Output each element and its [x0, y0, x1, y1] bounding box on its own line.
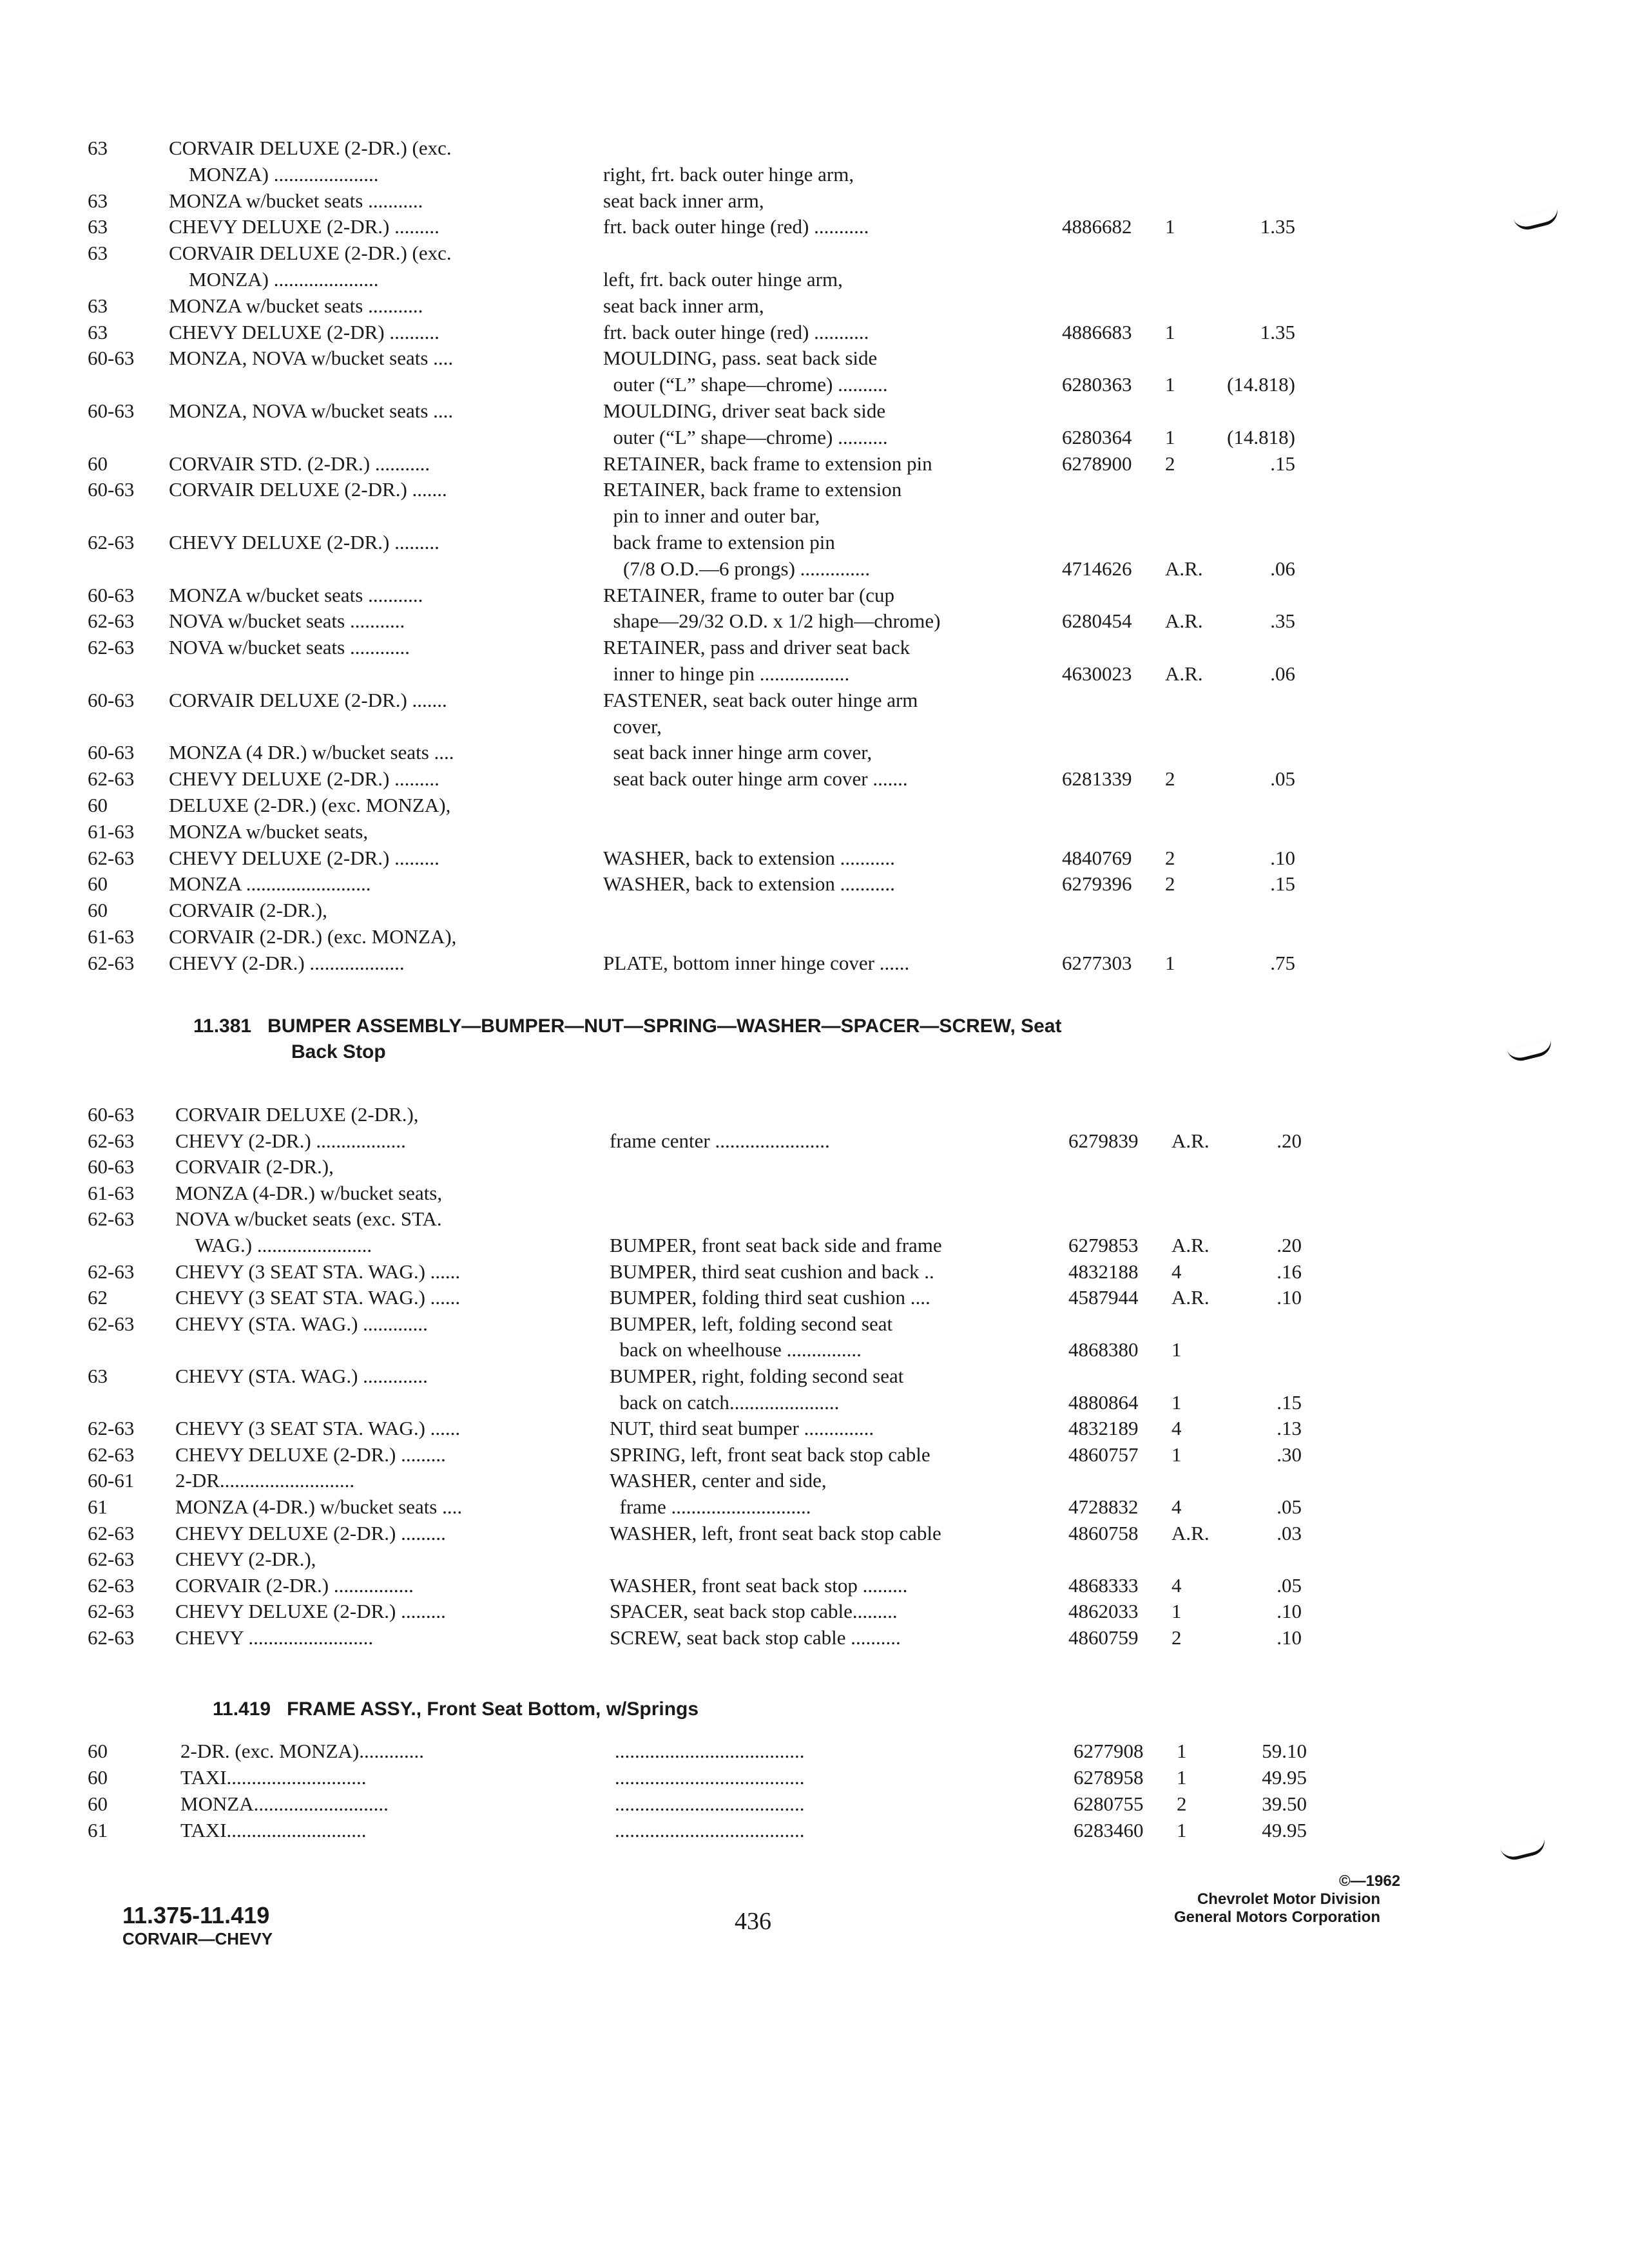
quantity: 1	[1177, 1766, 1187, 1789]
model-text: MONZA (4-DR.) w/bucket seats ....	[175, 1495, 463, 1518]
footer-company-line1: Chevrolet Motor Division	[1197, 1890, 1380, 1908]
part-number: 4714626	[1062, 557, 1132, 580]
model-text: CHEVY DELUXE (2-DR.) .........	[175, 1600, 446, 1622]
model-text: MONZA, NOVA w/bucket seats ....	[169, 399, 454, 422]
part-description: WASHER, front seat back stop .........	[610, 1574, 908, 1597]
year-range: 61-63	[88, 1182, 135, 1204]
quantity: 4	[1171, 1574, 1182, 1597]
quantity: 1	[1177, 1819, 1187, 1841]
model-text: MONZA...........................	[180, 1792, 389, 1815]
part-number: 4886683	[1062, 321, 1132, 343]
model-text: CHEVY DELUXE (2-DR.) .........	[169, 531, 439, 553]
year-range: 62-63	[88, 1626, 135, 1649]
part-number: 6279839	[1068, 1129, 1139, 1152]
model-text: CORVAIR (2-DR.),	[175, 1155, 334, 1178]
part-description: back frame to extension pin	[603, 531, 835, 553]
year-range: 62-63	[88, 1522, 135, 1544]
price: 39.50	[1262, 1792, 1307, 1815]
quantity: A.R.	[1171, 1286, 1210, 1309]
section-number: 11.419	[213, 1698, 271, 1720]
part-description: cover,	[603, 715, 662, 738]
scan-mark	[1513, 207, 1560, 233]
year-range: 63	[88, 321, 108, 343]
part-description: seat back inner arm,	[603, 189, 764, 212]
section-heading-11-381	[193, 1015, 1061, 1037]
part-description: RETAINER, frame to outer bar (cup	[603, 584, 895, 606]
part-number: 4886682	[1062, 215, 1132, 238]
part-description: frt. back outer hinge (red) ...........	[603, 321, 869, 343]
part-number: 4728832	[1068, 1495, 1139, 1518]
year-range: 62-63	[88, 1443, 135, 1466]
price: .15	[1270, 452, 1295, 475]
year-range: 60	[88, 794, 108, 816]
part-number: 6277908	[1074, 1740, 1144, 1762]
model-text: CORVAIR (2-DR.) (exc. MONZA),	[169, 925, 457, 948]
model-text: CHEVY DELUXE (2-DR.) .........	[169, 215, 439, 238]
year-range: 60	[88, 452, 108, 475]
quantity: 1	[1165, 952, 1175, 974]
year-range: 62-63	[88, 767, 135, 790]
model-text: MONZA .........................	[169, 872, 371, 895]
model-text: MONZA) .....................	[169, 163, 379, 186]
quantity: A.R.	[1165, 610, 1203, 632]
price: 49.95	[1262, 1819, 1307, 1841]
price: .13	[1277, 1417, 1302, 1439]
part-description: SCREW, seat back stop cable ..........	[610, 1626, 901, 1649]
part-description: left, frt. back outer hinge arm,	[603, 268, 843, 291]
quantity: 2	[1165, 847, 1175, 869]
year-range: 62-63	[88, 1600, 135, 1622]
year-range: 60-63	[88, 1103, 135, 1126]
year-range: 62-63	[88, 1260, 135, 1283]
model-text: CHEVY DELUXE (2-DR.) .........	[175, 1522, 446, 1544]
model-text: CHEVY DELUXE (2-DR.) .........	[169, 767, 439, 790]
part-description: WASHER, back to extension ...........	[603, 847, 895, 869]
year-range: 63	[88, 294, 108, 317]
part-description: BUMPER, right, folding second seat	[610, 1365, 904, 1387]
model-text: NOVA w/bucket seats ............	[169, 636, 410, 658]
model-text: CORVAIR DELUXE (2-DR.) (exc.	[169, 137, 452, 159]
section-title: BUMPER ASSEMBLY—BUMPER—NUT—SPRING—WASHER—SPACER—SCREW, Seat	[267, 1015, 1062, 1037]
price: 49.95	[1262, 1766, 1307, 1789]
part-description: RETAINER, back frame to extension pin	[603, 452, 932, 475]
model-text: MONZA w/bucket seats ...........	[169, 584, 423, 606]
quantity: 1	[1171, 1443, 1182, 1466]
model-text: CHEVY (STA. WAG.) .............	[175, 1365, 428, 1387]
part-description: SPRING, left, front seat back stop cable	[610, 1443, 930, 1466]
model-text: CORVAIR DELUXE (2-DR.) (exc.	[169, 242, 452, 264]
year-range: 61-63	[88, 925, 135, 948]
quantity: 2	[1165, 872, 1175, 895]
model-text: CHEVY (3 SEAT STA. WAG.) ......	[175, 1286, 461, 1309]
part-description: SPACER, seat back stop cable.........	[610, 1600, 898, 1622]
quantity: 1	[1171, 1391, 1182, 1414]
part-description: ......................................	[615, 1766, 805, 1789]
model-text: CHEVY (3 SEAT STA. WAG.) ......	[175, 1417, 461, 1439]
part-description: MOULDING, driver seat back side	[603, 399, 886, 422]
part-number: 6277303	[1062, 952, 1132, 974]
section-heading-11-419	[213, 1698, 699, 1720]
part-number: 6278958	[1074, 1766, 1144, 1789]
model-text: 2-DR. (exc. MONZA).............	[180, 1740, 424, 1762]
price: .05	[1270, 767, 1295, 790]
model-text: TAXI............................	[180, 1766, 367, 1789]
price: (14.818)	[1227, 373, 1295, 396]
year-range: 60-63	[88, 399, 135, 422]
part-description: outer (“L” shape—chrome) ..........	[603, 373, 888, 396]
footer-subtitle: CORVAIR—CHEVY	[122, 1929, 273, 1948]
part-number: 6280363	[1062, 373, 1132, 396]
quantity: A.R.	[1171, 1522, 1210, 1544]
model-text: DELUXE (2-DR.) (exc. MONZA),	[169, 794, 451, 816]
part-description: frame center .......................	[610, 1129, 830, 1152]
year-range: 62	[88, 1286, 108, 1309]
year-range: 62-63	[88, 1417, 135, 1439]
year-range: 60-63	[88, 584, 135, 606]
part-description: seat back outer hinge arm cover .......	[603, 767, 908, 790]
price: .10	[1277, 1626, 1302, 1649]
year-range: 60-63	[88, 347, 135, 369]
part-description: back on wheelhouse ...............	[610, 1338, 862, 1361]
price: 1.35	[1260, 215, 1295, 238]
model-text: CHEVY DELUXE (2-DR) ..........	[169, 321, 439, 343]
model-text: WAG.) .......................	[175, 1234, 372, 1256]
model-text: CHEVY (STA. WAG.) .............	[175, 1312, 428, 1335]
part-number: 4880864	[1068, 1391, 1139, 1414]
price: 59.10	[1262, 1740, 1307, 1762]
part-number: 4860759	[1068, 1626, 1139, 1649]
part-number: 4832188	[1068, 1260, 1139, 1283]
quantity: A.R.	[1171, 1129, 1210, 1152]
price: .06	[1270, 557, 1295, 580]
year-range: 62-63	[88, 1207, 135, 1230]
quantity: A.R.	[1171, 1234, 1210, 1256]
model-text: CHEVY (3 SEAT STA. WAG.) ......	[175, 1260, 461, 1283]
part-description: BUMPER, left, folding second seat	[610, 1312, 893, 1335]
price: .20	[1277, 1129, 1302, 1152]
price: .75	[1270, 952, 1295, 974]
part-number: 4832189	[1068, 1417, 1139, 1439]
quantity: A.R.	[1165, 557, 1203, 580]
part-description: right, frt. back outer hinge arm,	[603, 163, 854, 186]
footer-copyright: ©—1962	[1339, 1872, 1401, 1890]
model-text: MONZA w/bucket seats ...........	[169, 294, 423, 317]
model-text: CHEVY DELUXE (2-DR.) .........	[169, 847, 439, 869]
part-number: 6283460	[1074, 1819, 1144, 1841]
part-description: PLATE, bottom inner hinge cover ......	[603, 952, 910, 974]
model-text: 2-DR...........................	[175, 1469, 355, 1492]
quantity: 1	[1171, 1338, 1182, 1361]
part-description: frame ............................	[610, 1495, 811, 1518]
price: .10	[1270, 847, 1295, 869]
model-text: CHEVY (2-DR.) ...................	[169, 952, 405, 974]
price: .06	[1270, 662, 1295, 685]
year-range: 62-63	[88, 610, 135, 632]
year-range: 60-63	[88, 741, 135, 764]
part-description: shape—29/32 O.D. x 1/2 high—chrome)	[603, 610, 941, 632]
year-range: 61-63	[88, 820, 135, 843]
part-description: ......................................	[615, 1740, 805, 1762]
part-description: ......................................	[615, 1819, 805, 1841]
model-text: CHEVY (2-DR.),	[175, 1548, 316, 1570]
model-text: MONZA, NOVA w/bucket seats ....	[169, 347, 454, 369]
year-range: 63	[88, 1365, 108, 1387]
year-range: 62-63	[88, 1548, 135, 1570]
year-range: 60	[88, 1766, 108, 1789]
price: .10	[1277, 1600, 1302, 1622]
year-range: 60	[88, 1740, 108, 1762]
year-range: 63	[88, 242, 108, 264]
model-text: TAXI............................	[180, 1819, 367, 1841]
part-number: 4862033	[1068, 1600, 1139, 1622]
part-number: 4860757	[1068, 1443, 1139, 1466]
year-range: 63	[88, 189, 108, 212]
quantity: 2	[1165, 452, 1175, 475]
part-description: seat back inner hinge arm cover,	[603, 741, 872, 764]
year-range: 61	[88, 1819, 108, 1841]
year-range: 60	[88, 872, 108, 895]
year-range: 60-63	[88, 478, 135, 501]
part-number: 4587944	[1068, 1286, 1139, 1309]
price: .20	[1277, 1234, 1302, 1256]
quantity: 4	[1171, 1495, 1182, 1518]
part-description: outer (“L” shape—chrome) ..........	[603, 426, 888, 448]
part-number: 6280364	[1062, 426, 1132, 448]
year-range: 63	[88, 137, 108, 159]
quantity: 4	[1171, 1417, 1182, 1439]
part-number: 6280755	[1074, 1792, 1144, 1815]
model-text: CHEVY DELUXE (2-DR.) .........	[175, 1443, 446, 1466]
year-range: 60	[88, 1792, 108, 1815]
year-range: 62-63	[88, 636, 135, 658]
price: (14.818)	[1227, 426, 1295, 448]
part-description: FASTENER, seat back outer hinge arm	[603, 689, 918, 711]
model-text: CHEVY .........................	[175, 1626, 374, 1649]
year-range: 62-63	[88, 847, 135, 869]
year-range: 62-63	[88, 1574, 135, 1597]
year-range: 60-63	[88, 1155, 135, 1178]
price: 1.35	[1260, 321, 1295, 343]
year-range: 62-63	[88, 1129, 135, 1152]
quantity: A.R.	[1165, 662, 1203, 685]
price: .05	[1277, 1574, 1302, 1597]
quantity: 2	[1177, 1792, 1187, 1815]
year-range: 60-63	[88, 689, 135, 711]
model-text: CHEVY (2-DR.) ..................	[175, 1129, 406, 1152]
part-number: 6280454	[1062, 610, 1132, 632]
year-range: 61	[88, 1495, 108, 1518]
model-text: MONZA w/bucket seats,	[169, 820, 369, 843]
quantity: 1	[1171, 1600, 1182, 1622]
part-description: (7/8 O.D.—6 prongs) ..............	[603, 557, 871, 580]
part-description: WASHER, center and side,	[610, 1469, 827, 1492]
part-description: RETAINER, pass and driver seat back	[603, 636, 911, 658]
part-number: 4868333	[1068, 1574, 1139, 1597]
part-description: inner to hinge pin ..................	[603, 662, 850, 685]
footer-company-line2: General Motors Corporation	[1173, 1908, 1380, 1926]
part-description: BUMPER, folding third seat cushion ....	[610, 1286, 930, 1309]
quantity: 2	[1171, 1626, 1182, 1649]
part-description: BUMPER, third seat cushion and back ..	[610, 1260, 934, 1283]
part-number: 6281339	[1062, 767, 1132, 790]
quantity: 1	[1165, 426, 1175, 448]
year-range: 62-63	[88, 1312, 135, 1335]
quantity: 1	[1177, 1740, 1187, 1762]
part-description: ......................................	[615, 1792, 805, 1815]
price: .35	[1270, 610, 1295, 632]
model-text: CORVAIR (2-DR.),	[169, 899, 327, 921]
part-description: frt. back outer hinge (red) ...........	[603, 215, 869, 238]
price: .15	[1277, 1391, 1302, 1414]
part-number: 6279396	[1062, 872, 1132, 895]
model-text: CORVAIR (2-DR.) ................	[175, 1574, 414, 1597]
model-text: MONZA (4-DR.) w/bucket seats,	[175, 1182, 443, 1204]
price: .03	[1277, 1522, 1302, 1544]
year-range: 60-61	[88, 1469, 135, 1492]
year-range: 62-63	[88, 531, 135, 553]
part-description: pin to inner and outer bar,	[603, 505, 820, 527]
scan-mark	[1507, 1039, 1554, 1064]
model-text: CORVAIR DELUXE (2-DR.) .......	[169, 478, 447, 501]
model-text: MONZA) .....................	[169, 268, 379, 291]
model-text: NOVA w/bucket seats (exc. STA.	[175, 1207, 442, 1230]
part-number: 4868380	[1068, 1338, 1139, 1361]
part-number: 4630023	[1062, 662, 1132, 685]
price: .15	[1270, 872, 1295, 895]
price: .05	[1277, 1495, 1302, 1518]
section-heading-11-381-cont: Back Stop	[291, 1041, 386, 1062]
price: .30	[1277, 1443, 1302, 1466]
part-description: WASHER, back to extension ...........	[603, 872, 895, 895]
price: .10	[1277, 1286, 1302, 1309]
model-text: NOVA w/bucket seats ...........	[169, 610, 405, 632]
part-number: 4860758	[1068, 1522, 1139, 1544]
footer-section-range: 11.375-11.419	[122, 1902, 270, 1928]
quantity: 1	[1165, 215, 1175, 238]
page-number: 436	[735, 1908, 771, 1935]
model-text: MONZA (4 DR.) w/bucket seats ....	[169, 741, 454, 764]
part-description: NUT, third seat bumper ..............	[610, 1417, 874, 1439]
quantity: 2	[1165, 767, 1175, 790]
part-description: WASHER, left, front seat back stop cable	[610, 1522, 941, 1544]
quantity: 1	[1165, 321, 1175, 343]
part-description: RETAINER, back frame to extension	[603, 478, 902, 501]
part-number: 4840769	[1062, 847, 1132, 869]
section-title: FRAME ASSY., Front Seat Bottom, w/Springs	[287, 1698, 699, 1720]
part-number: 6279853	[1068, 1234, 1139, 1256]
quantity: 4	[1171, 1260, 1182, 1283]
part-description: MOULDING, pass. seat back side	[603, 347, 878, 369]
model-text: MONZA w/bucket seats ...........	[169, 189, 423, 212]
part-number: 6278900	[1062, 452, 1132, 475]
year-range: 62-63	[88, 952, 135, 974]
part-description: BUMPER, front seat back side and frame	[610, 1234, 942, 1256]
price: .16	[1277, 1260, 1302, 1283]
scan-mark	[1500, 1838, 1547, 1863]
model-text: CORVAIR STD. (2-DR.) ...........	[169, 452, 430, 475]
year-range: 60	[88, 899, 108, 921]
quantity: 1	[1165, 373, 1175, 396]
part-description: back on catch......................	[610, 1391, 840, 1414]
model-text: CORVAIR DELUXE (2-DR.) .......	[169, 689, 447, 711]
model-text: CORVAIR DELUXE (2-DR.),	[175, 1103, 419, 1126]
section-number: 11.381	[193, 1015, 252, 1037]
part-description: seat back inner arm,	[603, 294, 764, 317]
year-range: 63	[88, 215, 108, 238]
